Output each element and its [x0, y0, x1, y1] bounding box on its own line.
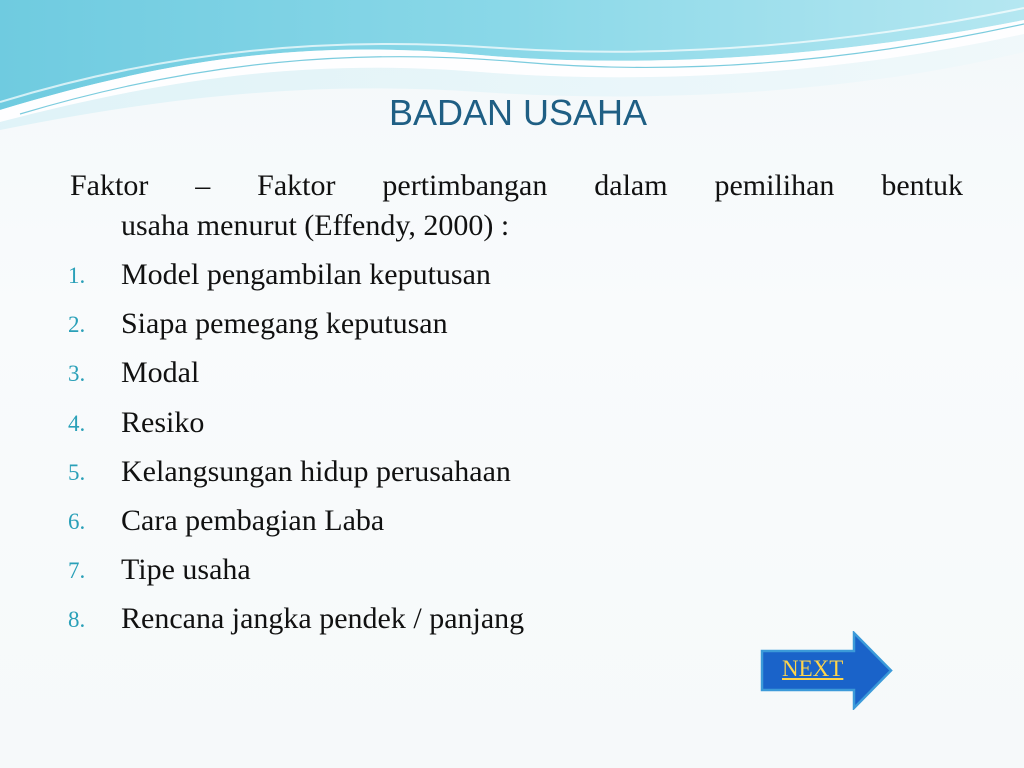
list-number: 4. [68, 410, 86, 436]
list-number: 2. [68, 312, 86, 338]
list-number: 5. [68, 459, 86, 485]
intro-line-2: usaha menurut (Effendy, 2000) : [121, 209, 510, 242]
intro-paragraph [70, 166, 963, 246]
list-text: Tipe usaha [121, 553, 251, 587]
list-number: 7. [68, 558, 86, 584]
list-text: Modal [121, 356, 200, 390]
list-text: Kelangsungan hidup perusahaan [121, 454, 511, 488]
list-text: Rencana jangka pendek / panjang [121, 602, 525, 636]
list-text: Resiko [121, 405, 205, 439]
list-number: 1. [68, 263, 86, 288]
list-text: Model pengambilan keputusan [121, 258, 491, 291]
next-button-label[interactable]: NEXT [782, 656, 844, 681]
next-button[interactable] [760, 631, 894, 710]
list-number: 3. [68, 361, 86, 387]
list-text: Cara pembagian Laba [121, 503, 385, 537]
slide-title: BADAN USAHA [388, 92, 648, 133]
list-number: 6. [68, 508, 86, 534]
intro-line-1: Faktor – Faktor pertimbangan dalam pemilihan bentuk [70, 169, 963, 202]
list-number: 8. [68, 607, 86, 633]
list-text: Siapa pemegang keputusan [121, 307, 448, 341]
